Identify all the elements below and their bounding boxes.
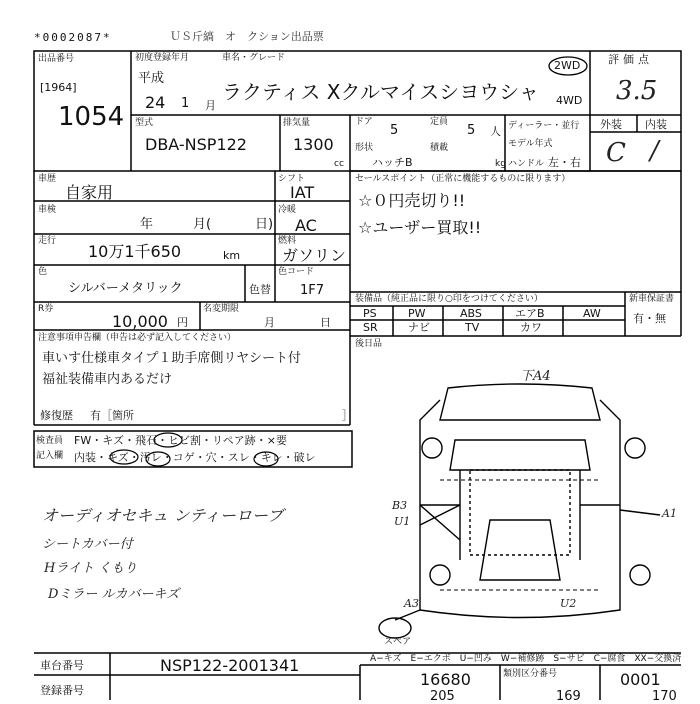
shift-label: シフト	[278, 174, 306, 184]
equipment-airbag: エアB	[515, 307, 545, 320]
notes-line-2: 福祉装備車内あるだけ	[42, 372, 173, 387]
repair-value: 有［箇所	[90, 409, 134, 422]
equipment-navi: ナビ	[408, 321, 430, 334]
doors-value: 5	[390, 123, 399, 138]
bottom-value-5: 170	[652, 689, 677, 704]
warranty-value: 有・無	[633, 312, 666, 325]
color-value: シルバーメタリック	[68, 281, 183, 296]
registration-era: 平成	[138, 71, 165, 86]
back-seat-label: 後日品	[355, 339, 383, 349]
header-fragment: ＵＳ斤縞 オ クション出品票	[170, 30, 324, 43]
exterior-label: 外装	[600, 118, 622, 131]
inspector-label-2: 記入欄	[36, 451, 64, 461]
color-change-label: 色替	[249, 283, 271, 296]
inspection-month: 月(	[193, 217, 212, 232]
model-value: DBA-NSP122	[145, 135, 247, 154]
bottom-value-4: 169	[556, 689, 581, 704]
equipment-pw: PW	[408, 307, 426, 320]
mileage-value: 10万1千650	[88, 242, 182, 261]
bottom-value-1: 16680	[420, 670, 471, 689]
aircon-label: 冷暖	[278, 205, 297, 215]
diagram-mark-bottom-right: U2	[560, 597, 577, 610]
selling-point-2: ☆ユーザー買取!!	[358, 218, 482, 237]
chassis-label: 車台番号	[40, 659, 84, 672]
mileage-label: 走行	[38, 236, 57, 246]
recycle-unit: 円	[177, 316, 188, 329]
inspector-items-2: 内装・キズ・汚レ・コゲ・穴・スレ・キレ・破レ	[74, 451, 316, 464]
displacement-label: 排気量	[283, 118, 311, 128]
diagram-mark-left-a: B3	[392, 499, 408, 512]
handwritten-note-4: Dミラー ルカバーキズ	[48, 587, 180, 602]
name-change-month: 月	[264, 316, 275, 329]
interior-value: /	[650, 136, 659, 166]
inspector-label: 検査員	[36, 436, 64, 446]
bottom-value-2: 0001	[620, 670, 661, 689]
equipment-ps: PS	[363, 307, 377, 320]
drive-2wd: 2WD	[554, 59, 581, 72]
selling-point-1: ☆０円売切り!!	[358, 191, 466, 210]
dealer-label: ディーラー・並行	[508, 121, 580, 131]
repair-label: 修復歴	[40, 409, 73, 422]
registration-month: 1	[181, 96, 190, 111]
body-type-value: ハッチB	[372, 156, 413, 169]
load-label: 積載	[430, 143, 449, 153]
displacement-value: 1300	[293, 135, 334, 154]
equipment-tv: TV	[465, 321, 480, 334]
interior-label: 内装	[645, 118, 667, 131]
capacity-label: 定員	[430, 117, 449, 127]
handwritten-note-3: Hライト くもり	[44, 561, 138, 576]
score-label: 評価点	[608, 53, 653, 66]
category-label: 類別区分番号	[503, 669, 558, 679]
chassis-value: NSP122-2001341	[160, 656, 300, 675]
history-label: 車歴	[38, 174, 57, 184]
registration-year: 24	[145, 93, 166, 112]
inspection-year: 年	[140, 217, 154, 232]
name-change-label: 名変期限	[203, 304, 240, 314]
handwritten-note-1: オーディオセキュ ンティーローブ	[42, 506, 284, 525]
notes-label: 注意事項申告欄（申告は必ず記入してください）	[38, 333, 237, 343]
lot-label: 出品番号	[38, 54, 75, 64]
aircon-value: AC	[295, 216, 317, 235]
diagram-mark-top: 下A4	[520, 369, 551, 384]
registration-month-unit: 月	[205, 99, 216, 112]
registration-label: 初度登録年月	[135, 53, 190, 63]
drive-4wd: 4WD	[556, 94, 583, 107]
repair-close: ］	[342, 409, 353, 422]
score-value: 3.5	[616, 76, 658, 106]
equipment-label: 装備品（純正品に限り○印をつけてください）	[355, 294, 543, 304]
selling-points-label: セールスポイント（正常に機能するものに限ります）	[355, 174, 571, 184]
inspection-label: 車検	[38, 205, 57, 215]
registration-number-label: 登録番号	[40, 684, 84, 697]
diagram-mark-right: A1	[662, 507, 677, 520]
serial-number: *0002087*	[34, 31, 112, 44]
color-code-label: 色コード	[278, 267, 315, 277]
diagram-mark-bottom-left: A3	[404, 597, 419, 610]
equipment-sr: SR	[363, 321, 378, 334]
model-label: 型式	[135, 118, 154, 128]
handwritten-note-2: シートカバー付	[42, 537, 133, 552]
handle-value: 左・右	[548, 156, 581, 169]
handle-label: ハンドル	[508, 159, 545, 169]
body-type-label: 形状	[355, 143, 374, 153]
capacity-unit: 人	[490, 125, 501, 138]
car-name-label: 車名・グレード	[222, 53, 286, 63]
doors-label: ドア	[355, 117, 373, 127]
inspector-items: FW・キズ・飛石・ヒビ割・リペア跡・×要	[74, 434, 287, 447]
name-change-day: 日	[320, 316, 331, 329]
mileage-unit: km	[223, 249, 241, 262]
damage-legend: A−キズ E−エクボ U−凹み W−補修跡 S−サビ C−腐食 XX−交換済	[370, 654, 682, 664]
color-code-value: 1F7	[300, 283, 325, 298]
recycle-label: R券	[38, 304, 54, 314]
diagram-spare-label: スペア	[384, 637, 412, 647]
fuel-value: ガソリン	[282, 246, 347, 265]
notes-line-1: 車いす仕様車タイプ１助手席側リヤシート付	[42, 351, 301, 366]
bottom-value-3: 205	[430, 689, 455, 704]
lot-number: 1054	[58, 102, 125, 132]
car-name: ラクティス Xクルマイスシヨウシャ	[222, 80, 539, 104]
capacity-value: 5	[467, 123, 476, 138]
exterior-value: C	[606, 138, 626, 168]
lot-small-number: [1964]	[40, 81, 77, 94]
car-diagram	[379, 384, 660, 638]
load-unit: kg	[495, 159, 506, 169]
equipment-leather: カワ	[520, 321, 542, 334]
equipment-aw: AW	[583, 307, 601, 320]
displacement-unit: cc	[334, 159, 344, 169]
warranty-label: 新車保証書	[629, 294, 675, 304]
recycle-value: 10,000	[112, 312, 168, 331]
fuel-label: 燃料	[278, 236, 297, 246]
equipment-abs: ABS	[460, 307, 482, 320]
color-label: 色	[38, 267, 48, 277]
model-year-label: モデル年式	[508, 139, 553, 149]
diagram-mark-left-b: U1	[394, 515, 411, 528]
shift-value: IAT	[290, 183, 315, 202]
inspection-day: 日)	[255, 217, 274, 232]
history-value: 自家用	[65, 183, 114, 202]
